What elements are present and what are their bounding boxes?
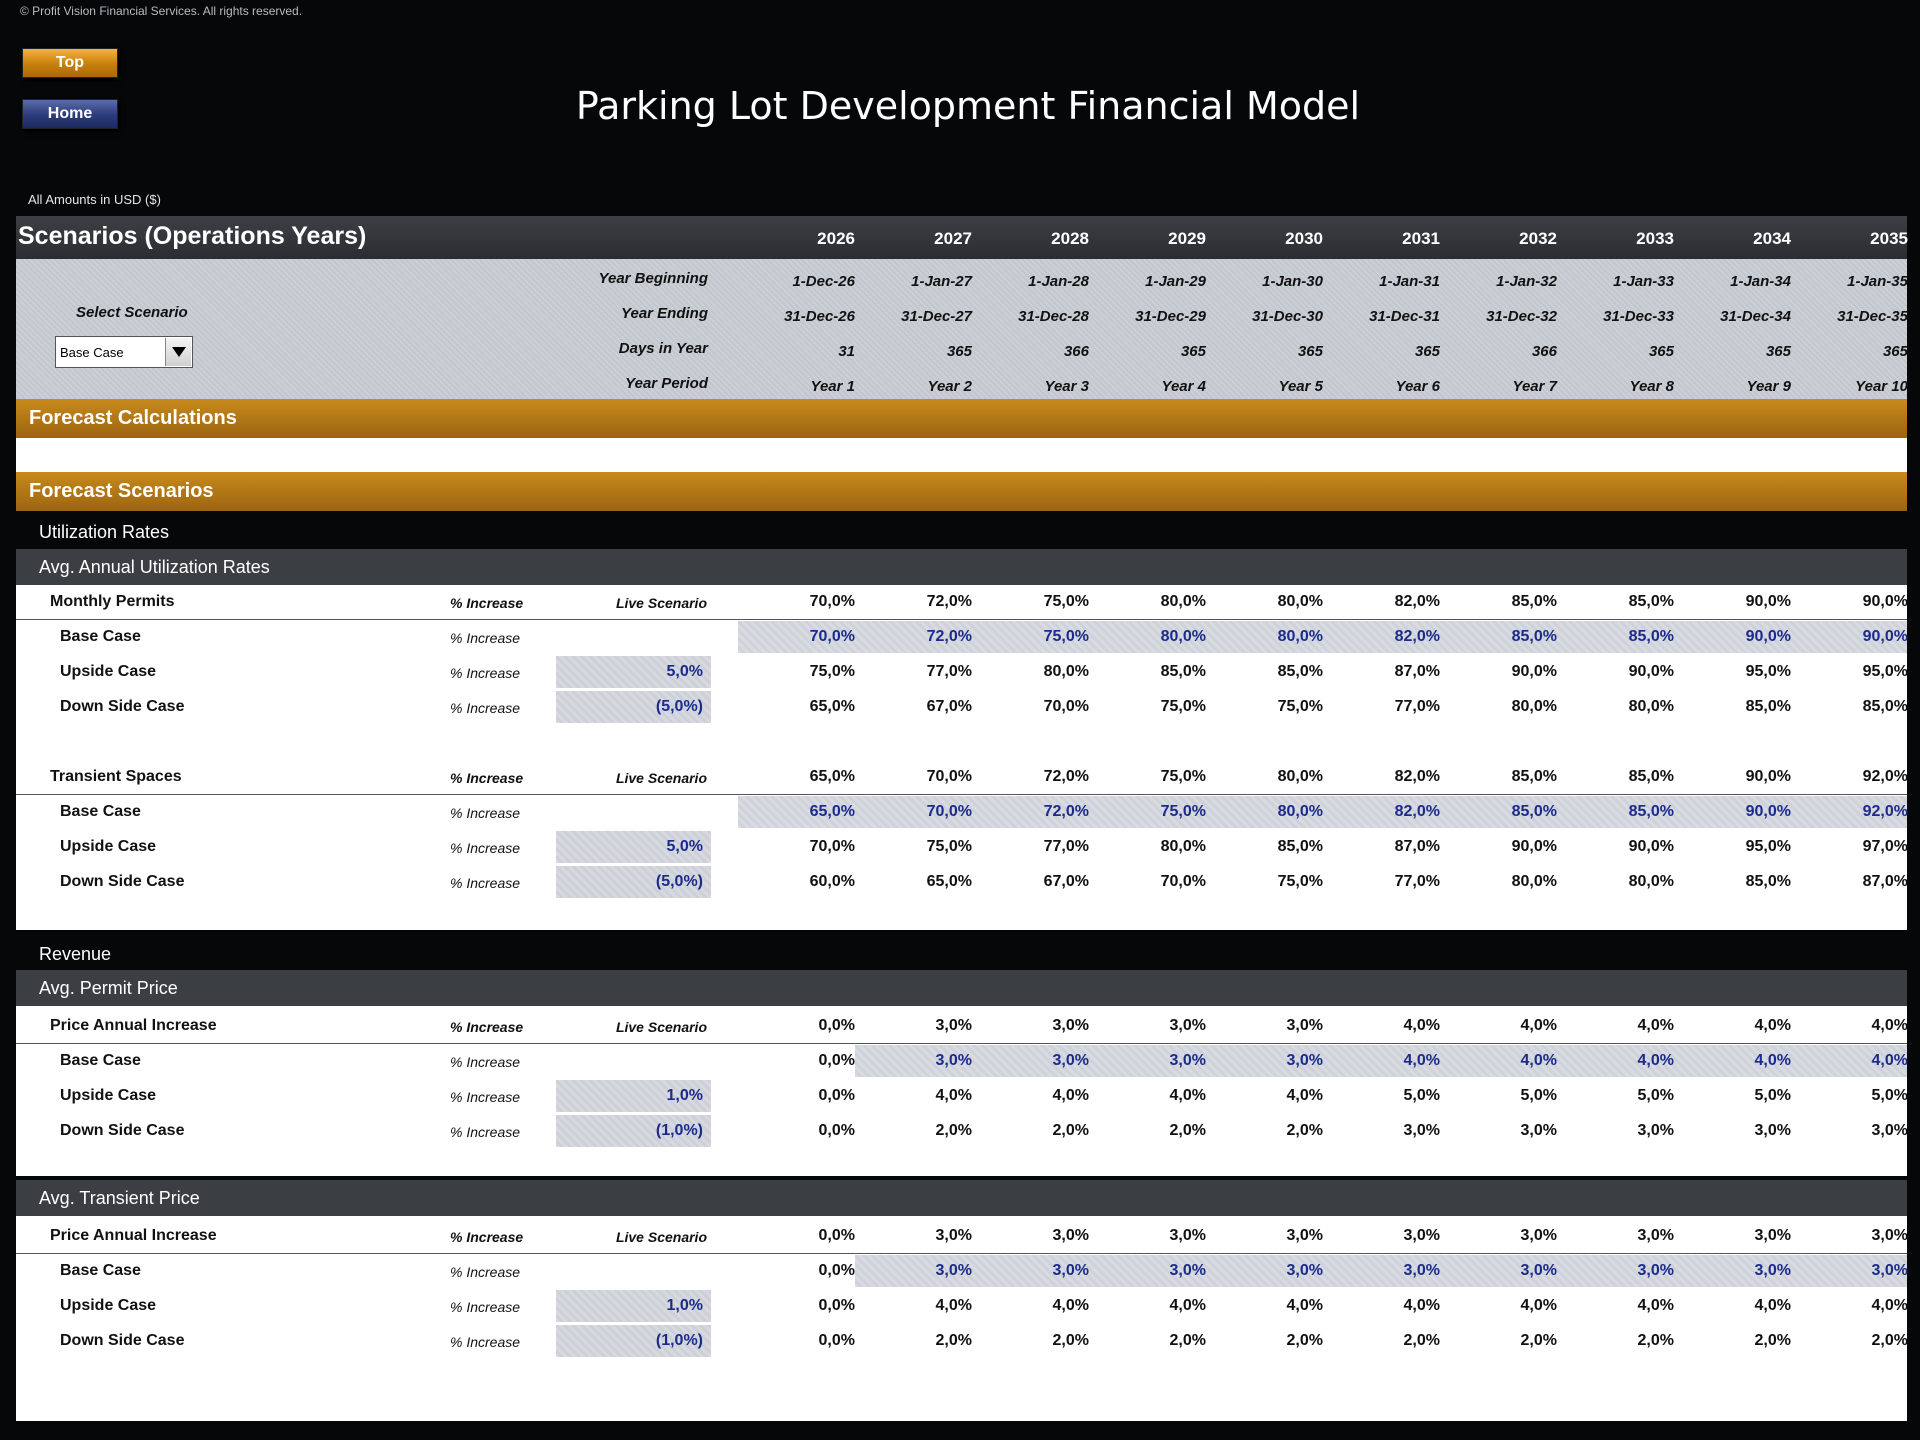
case-value: 75,0% [809,663,855,680]
case-value: 3,0% [1403,1262,1440,1279]
case-value: 3,0% [1754,1262,1791,1279]
row-name: Price Annual Increase [50,1227,217,1244]
percent-increase-label: % Increase [450,1229,524,1245]
scenario-case-row [16,690,1907,724]
case-value: 95,0% [1745,838,1791,855]
live-value: 3,0% [1520,1227,1557,1244]
case-value: 4,0% [1403,1297,1440,1314]
year-header: 2028 [1051,229,1089,248]
timing-value: 31-Dec-29 [1135,308,1206,325]
case-value: 85,0% [1277,838,1323,855]
case-value: 4,0% [1169,1297,1206,1314]
case-value: 70,0% [809,628,855,645]
percent-increase-label: % Increase [450,1124,521,1140]
timing-value: 1-Jan-31 [1379,273,1440,290]
scenario-adjustment-input[interactable]: 5,0% [556,831,711,863]
scenario-case-row [16,865,1907,899]
case-value: 90,0% [1628,663,1674,680]
case-value: 80,0% [1160,628,1206,645]
case-value: 4,0% [935,1297,972,1314]
case-value: 3,0% [935,1052,972,1069]
case-value: 87,0% [1394,663,1440,680]
scenario-block-header [16,1219,1907,1254]
case-value: 82,0% [1394,628,1440,645]
top-button[interactable]: Top [22,48,118,78]
case-value: 77,0% [1394,698,1440,715]
copyright-notice: © Profit Vision Financial Services. All rights reserved. [20,4,303,18]
live-value: 3,0% [935,1017,972,1034]
case-name: Base Case [60,1262,141,1279]
scenario-dropdown-value: Base Case [60,345,124,360]
percent-increase-label: % Increase [450,770,524,786]
case-value: 0,0% [818,1122,855,1139]
timing-value: Year 1 [810,378,855,395]
scenario-case-row [16,1114,1907,1148]
live-value: 85,0% [1628,593,1674,610]
case-value: 80,0% [1160,838,1206,855]
case-value: 5,0% [1754,1087,1791,1104]
case-value: 75,0% [1160,803,1206,820]
live-value: 3,0% [1169,1227,1206,1244]
timing-value: Year 5 [1278,378,1323,395]
percent-increase-label: % Increase [450,840,521,856]
percent-increase-label: % Increase [450,665,521,681]
case-value: 70,0% [1043,698,1089,715]
scenario-case-row [16,1289,1907,1323]
timing-value: Year 9 [1746,378,1791,395]
case-value: 90,0% [1862,628,1908,645]
timing-value: 365 [1765,343,1791,360]
scenario-adjustment-input[interactable]: (1,0%) [556,1325,711,1357]
case-value: 90,0% [1511,663,1557,680]
case-value: 2,0% [1520,1332,1557,1349]
case-value: 75,0% [1277,698,1323,715]
live-value: 90,0% [1745,593,1791,610]
case-value: 5,0% [1871,1087,1908,1104]
timing-value: Year 10 [1855,378,1908,395]
live-value: 80,0% [1160,593,1206,610]
timing-label: Days in Year [618,340,708,357]
case-value: 65,0% [809,803,855,820]
live-value: 85,0% [1511,593,1557,610]
case-name: Base Case [60,803,141,820]
case-value: 70,0% [809,838,855,855]
timing-label: Year Beginning [598,270,708,287]
year-header: 2030 [1285,229,1323,248]
case-value: 0,0% [818,1052,855,1069]
timing-value: 366 [1531,343,1557,360]
forecast-calculations-bar: Forecast Calculations [16,399,1907,438]
case-value: 60,0% [809,873,855,890]
live-value: 80,0% [1277,593,1323,610]
scenarios-title: Scenarios (Operations Years) [18,222,367,250]
percent-increase-label: % Increase [450,595,524,611]
dropdown-arrow-icon[interactable] [165,338,191,366]
page-title: Parking Lot Development Financial Model [575,84,1361,128]
case-value: 67,0% [926,698,972,715]
timing-value: 366 [1063,343,1089,360]
case-value: 2,0% [1286,1122,1323,1139]
case-value: 3,0% [1754,1122,1791,1139]
case-value: 2,0% [1169,1122,1206,1139]
timing-value: 31-Dec-33 [1603,308,1674,325]
live-value: 70,0% [809,593,855,610]
avg-annual-utilization-bar: Avg. Annual Utilization Rates [16,549,1907,585]
live-value: 80,0% [1277,768,1323,785]
timing-value: 31-Dec-32 [1486,308,1557,325]
case-value: 3,0% [1169,1262,1206,1279]
timing-value: 1-Jan-35 [1847,273,1908,290]
case-value: 3,0% [1520,1262,1557,1279]
live-scenario-label: Live Scenario [615,1229,707,1245]
case-value: 97,0% [1862,838,1908,855]
live-value: 4,0% [1754,1017,1791,1034]
case-value: 80,0% [1043,663,1089,680]
case-value: 0,0% [818,1297,855,1314]
case-value: 3,0% [1286,1262,1323,1279]
case-value: 90,0% [1628,838,1674,855]
percent-increase-label: % Increase [450,1264,521,1280]
case-value: 2,0% [1052,1122,1089,1139]
case-value: 2,0% [1052,1332,1089,1349]
case-value: 3,0% [1052,1262,1089,1279]
case-value: 0,0% [818,1332,855,1349]
case-value: 4,0% [1286,1297,1323,1314]
case-value: 3,0% [1169,1052,1206,1069]
scenario-adjustment-input[interactable]: 5,0% [556,656,711,688]
case-value: 72,0% [1043,803,1089,820]
case-value: 75,0% [1043,628,1089,645]
live-value: 70,0% [926,768,972,785]
case-value: 70,0% [1160,873,1206,890]
timing-value: Year 4 [1161,378,1206,395]
live-scenario-label: Live Scenario [615,1019,707,1035]
case-value: 80,0% [1511,698,1557,715]
row-name: Monthly Permits [50,593,175,610]
row-name: Price Annual Increase [50,1017,217,1034]
case-value: 80,0% [1628,873,1674,890]
case-name: Upside Case [60,663,157,680]
live-value: 4,0% [1403,1017,1440,1034]
case-value: 4,0% [1637,1052,1674,1069]
timing-value: Year 2 [927,378,972,395]
scenario-case-row [16,1044,1907,1078]
case-value: 3,0% [1286,1052,1323,1069]
scenario-case-row [16,1324,1907,1358]
case-value: 90,0% [1511,838,1557,855]
live-value: 72,0% [926,593,972,610]
case-value: 80,0% [1511,873,1557,890]
timing-label: Year Period [625,375,708,392]
case-value: 95,0% [1862,663,1908,680]
case-value: 5,0% [1637,1087,1674,1104]
case-value: 3,0% [1637,1122,1674,1139]
timing-value: 365 [1180,343,1206,360]
scenario-adjustment-input[interactable]: (5,0%) [556,691,711,723]
scenario-case-row [16,795,1907,829]
timing-value: 31-Dec-30 [1252,308,1323,325]
year-header: 2033 [1636,229,1674,248]
case-value: 92,0% [1862,803,1908,820]
timing-value: 1-Jan-34 [1730,273,1791,290]
year-header: 2035 [1870,229,1908,248]
case-name: Down Side Case [60,1122,185,1139]
case-value: 80,0% [1277,803,1323,820]
case-value: 4,0% [1403,1052,1440,1069]
case-name: Upside Case [60,1087,157,1104]
live-value: 65,0% [809,768,855,785]
timing-value: 1-Jan-30 [1262,273,1323,290]
case-value: 3,0% [1052,1052,1089,1069]
case-value: 85,0% [1745,698,1791,715]
case-value: 5,0% [1520,1087,1557,1104]
live-value: 90,0% [1862,593,1908,610]
case-value: 85,0% [1628,803,1674,820]
case-value: 2,0% [935,1332,972,1349]
case-value: 72,0% [926,628,972,645]
year-header: 2034 [1753,229,1791,248]
scenario-adjustment-input[interactable]: (1,0%) [556,1115,711,1147]
scenario-block-header [16,1009,1907,1044]
case-value: 4,0% [1520,1297,1557,1314]
case-value: 75,0% [1160,698,1206,715]
scenario-dropdown[interactable] [55,336,193,368]
live-value: 0,0% [818,1017,855,1034]
timing-value: 365 [1648,343,1674,360]
case-value: 85,0% [1511,628,1557,645]
live-value: 82,0% [1394,768,1440,785]
case-value: 4,0% [1286,1087,1323,1104]
case-value: 4,0% [935,1087,972,1104]
case-value: 3,0% [935,1262,972,1279]
case-value: 3,0% [1520,1122,1557,1139]
live-value: 3,0% [1286,1017,1323,1034]
year-header: 2032 [1519,229,1557,248]
currency-note: All Amounts in USD ($) [28,192,161,207]
case-value: 4,0% [1052,1297,1089,1314]
live-scenario-label: Live Scenario [615,770,707,786]
timing-label: Year Ending [621,305,708,322]
case-value: 85,0% [1160,663,1206,680]
timing-value: 365 [1297,343,1323,360]
timing-value: 31-Dec-26 [784,308,855,325]
case-value: 75,0% [1277,873,1323,890]
case-value: 82,0% [1394,803,1440,820]
revenue-label: Revenue [39,944,112,964]
case-value: 80,0% [1277,628,1323,645]
live-value: 3,0% [1052,1017,1089,1034]
live-value: 0,0% [818,1227,855,1244]
live-value: 85,0% [1628,768,1674,785]
percent-increase-label: % Increase [450,1019,524,1035]
case-value: 90,0% [1745,628,1791,645]
scenario-adjustment-input[interactable]: 1,0% [556,1080,711,1112]
case-value: 87,0% [1862,873,1908,890]
case-value: 0,0% [818,1262,855,1279]
case-name: Down Side Case [60,1332,185,1349]
case-value: 95,0% [1745,663,1791,680]
live-value: 3,0% [1052,1227,1089,1244]
case-value: 4,0% [1169,1087,1206,1104]
live-value: 72,0% [1043,768,1089,785]
avg-transient-price-bar: Avg. Transient Price [16,1180,1907,1216]
case-value: 85,0% [1862,698,1908,715]
case-value: 4,0% [1520,1052,1557,1069]
live-value: 75,0% [1160,768,1206,785]
live-value: 3,0% [1286,1227,1323,1244]
timing-value: 31-Dec-31 [1369,308,1440,325]
case-value: 2,0% [1403,1332,1440,1349]
percent-increase-label: % Increase [450,630,521,646]
year-header: 2029 [1168,229,1206,248]
case-value: 65,0% [926,873,972,890]
scenario-block-header [16,760,1907,795]
case-value: 2,0% [1286,1332,1323,1349]
timing-value: 1-Jan-27 [911,273,972,290]
live-value: 3,0% [1871,1227,1908,1244]
timing-value: 31-Dec-35 [1837,308,1908,325]
timing-value: 31 [838,343,855,360]
case-value: 2,0% [935,1122,972,1139]
live-value: 3,0% [1637,1227,1674,1244]
case-value: 2,0% [1754,1332,1791,1349]
case-value: 3,0% [1637,1262,1674,1279]
case-name: Base Case [60,628,141,645]
case-value: 80,0% [1628,698,1674,715]
percent-increase-label: % Increase [450,1334,521,1350]
case-value: 4,0% [1871,1052,1908,1069]
timing-value: 365 [1414,343,1440,360]
case-value: 2,0% [1871,1332,1908,1349]
percent-increase-label: % Increase [450,1089,521,1105]
case-value: 70,0% [926,803,972,820]
case-value: 85,0% [1511,803,1557,820]
case-value: 85,0% [1628,628,1674,645]
scenario-block-header [16,585,1907,620]
case-value: 90,0% [1745,803,1791,820]
avg-permit-price-bar: Avg. Permit Price [16,970,1907,1006]
timing-value: 1-Dec-26 [792,273,855,290]
case-name: Down Side Case [60,873,185,890]
case-value: 3,0% [1871,1122,1908,1139]
percent-increase-label: % Increase [450,805,521,821]
case-value: 3,0% [1871,1262,1908,1279]
case-value: 3,0% [1403,1122,1440,1139]
live-value: 4,0% [1520,1017,1557,1034]
live-value: 75,0% [1043,593,1089,610]
year-header: 2031 [1402,229,1440,248]
scenario-case-row [16,620,1907,654]
case-value: 87,0% [1394,838,1440,855]
timing-value: 365 [1882,343,1908,360]
live-value: 92,0% [1862,768,1908,785]
live-scenario-label: Live Scenario [615,595,707,611]
forecast-scenarios-bar: Forecast Scenarios [16,472,1907,511]
live-value: 3,0% [1403,1227,1440,1244]
case-value: 2,0% [1637,1332,1674,1349]
case-name: Upside Case [60,1297,157,1314]
case-value: 2,0% [1169,1332,1206,1349]
case-value: 85,0% [1277,663,1323,680]
scenario-adjustment-input[interactable]: (5,0%) [556,866,711,898]
scenario-case-row [16,1079,1907,1113]
scenario-adjustment-input[interactable]: 1,0% [556,1290,711,1322]
timing-value: 365 [946,343,972,360]
case-name: Base Case [60,1052,141,1069]
utilization-rates-label: Utilization Rates [39,522,170,542]
blank-row [16,438,1907,472]
case-value: 4,0% [1754,1052,1791,1069]
year-header: 2026 [817,229,855,248]
case-name: Upside Case [60,838,157,855]
case-value: 4,0% [1637,1297,1674,1314]
case-value: 67,0% [1043,873,1089,890]
timing-value: 31-Dec-28 [1018,308,1089,325]
live-value: 82,0% [1394,593,1440,610]
timing-value: Year 6 [1395,378,1440,395]
live-value: 3,0% [935,1227,972,1244]
timing-value: 1-Jan-29 [1145,273,1206,290]
case-value: 4,0% [1871,1297,1908,1314]
scenario-case-row [16,1254,1907,1288]
live-value: 4,0% [1637,1017,1674,1034]
case-value: 77,0% [1043,838,1089,855]
home-button[interactable]: Home [22,99,118,129]
live-value: 85,0% [1511,768,1557,785]
case-value: 75,0% [926,838,972,855]
live-value: 3,0% [1169,1017,1206,1034]
timing-value: 1-Jan-28 [1028,273,1089,290]
live-value: 90,0% [1745,768,1791,785]
case-value: 4,0% [1052,1087,1089,1104]
case-name: Down Side Case [60,698,185,715]
timing-value: 31-Dec-34 [1720,308,1791,325]
case-value: 77,0% [1394,873,1440,890]
timing-value: Year 3 [1044,378,1089,395]
case-value: 85,0% [1745,873,1791,890]
case-value: 0,0% [818,1087,855,1104]
row-name: Transient Spaces [50,768,182,785]
case-value: 4,0% [1754,1297,1791,1314]
live-value: 3,0% [1754,1227,1791,1244]
timing-value: Year 8 [1629,378,1674,395]
scenario-case-row [16,655,1907,689]
percent-increase-label: % Increase [450,1054,521,1070]
case-value: 77,0% [926,663,972,680]
percent-increase-label: % Increase [450,1299,521,1315]
timing-value: 1-Jan-33 [1613,273,1674,290]
scenario-case-row [16,830,1907,864]
timing-value: Year 7 [1512,378,1557,395]
timing-value: 31-Dec-27 [901,308,972,325]
percent-increase-label: % Increase [450,875,521,891]
select-scenario-label: Select Scenario [76,304,188,321]
year-header: 2027 [934,229,972,248]
case-value: 5,0% [1403,1087,1440,1104]
case-value: 65,0% [809,698,855,715]
timing-value: 1-Jan-32 [1496,273,1557,290]
percent-increase-label: % Increase [450,700,521,716]
live-value: 4,0% [1871,1017,1908,1034]
